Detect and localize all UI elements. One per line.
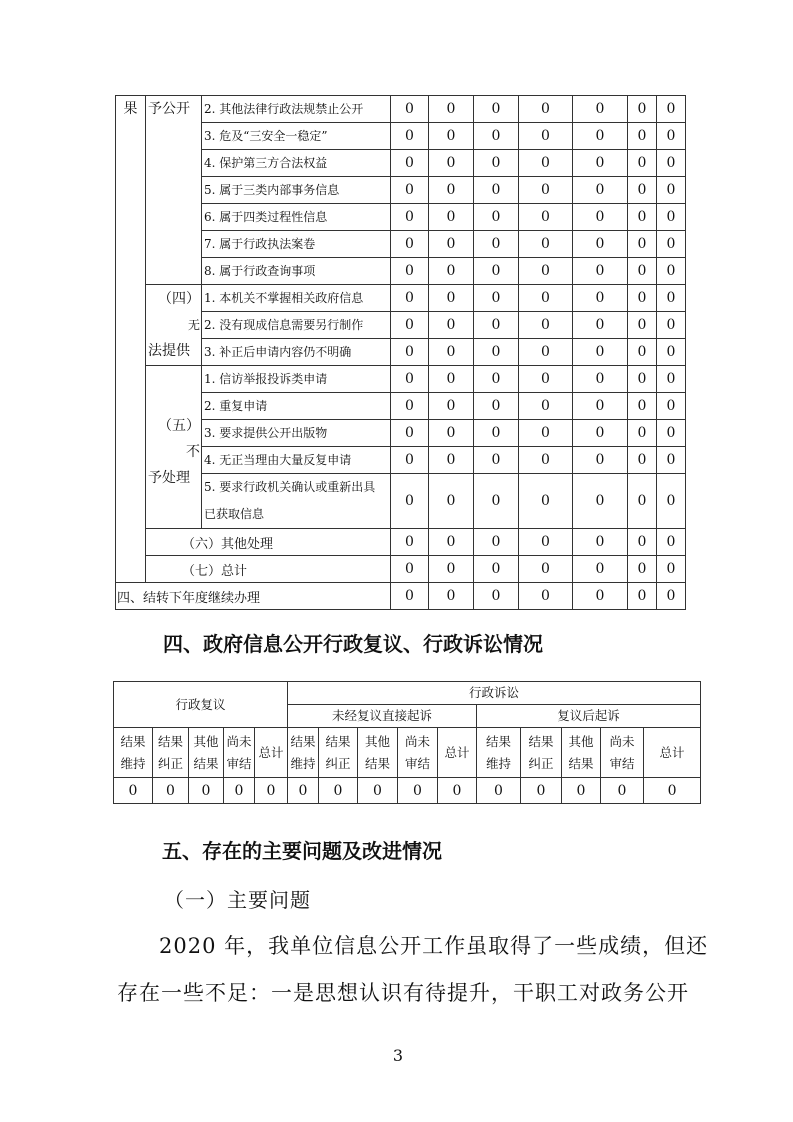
value-cell: 0 bbox=[601, 778, 644, 804]
value-cell: 0 bbox=[573, 312, 628, 339]
item-label: 3. 要求提供公开出版物 bbox=[202, 420, 391, 447]
column-header-line: 纠正 bbox=[157, 755, 183, 771]
value-cell: 0 bbox=[474, 474, 519, 529]
value-cell: 0 bbox=[391, 420, 429, 447]
table-row bbox=[116, 285, 686, 312]
table-row bbox=[116, 258, 686, 285]
value-cell: 0 bbox=[429, 556, 474, 583]
table-row bbox=[116, 366, 686, 393]
value-cell: 0 bbox=[288, 778, 319, 804]
column-header-line: 结果 bbox=[568, 755, 594, 771]
value-cell: 0 bbox=[429, 150, 474, 177]
value-cell: 0 bbox=[573, 447, 628, 474]
category-label-part: 法提供 bbox=[148, 343, 190, 359]
value-cell: 0 bbox=[429, 474, 474, 529]
table-row bbox=[116, 96, 686, 123]
value-cell: 0 bbox=[438, 778, 477, 804]
column-header bbox=[477, 728, 521, 778]
header-row bbox=[114, 728, 701, 778]
column-header bbox=[255, 728, 288, 778]
value-cell: 0 bbox=[391, 312, 429, 339]
value-cell: 0 bbox=[519, 231, 573, 258]
column-header-line: 总计 bbox=[659, 744, 685, 760]
value-cell: 0 bbox=[628, 339, 657, 366]
value-cell: 0 bbox=[519, 339, 573, 366]
column-header bbox=[358, 728, 398, 778]
value-cell: 0 bbox=[474, 285, 519, 312]
value-cell: 0 bbox=[657, 447, 686, 474]
value-cell: 0 bbox=[391, 285, 429, 312]
category-label bbox=[146, 366, 202, 529]
section4-heading: 四、政府信息公开行政复议、行政诉讼情况 bbox=[163, 632, 543, 656]
value-cell: 0 bbox=[573, 285, 628, 312]
value-cell: 0 bbox=[189, 778, 224, 804]
value-cell: 0 bbox=[429, 231, 474, 258]
value-cell: 0 bbox=[391, 393, 429, 420]
value-cell: 0 bbox=[255, 778, 288, 804]
column-header-line: 其他 bbox=[568, 733, 594, 749]
value-cell: 0 bbox=[657, 393, 686, 420]
value-cell: 0 bbox=[519, 177, 573, 204]
value-cell: 0 bbox=[573, 529, 628, 556]
outer-category-label: 果 bbox=[116, 96, 146, 583]
value-cell: 0 bbox=[474, 393, 519, 420]
value-cell: 0 bbox=[657, 204, 686, 231]
value-cell: 0 bbox=[474, 258, 519, 285]
value-cell: 0 bbox=[519, 204, 573, 231]
table-row bbox=[116, 529, 686, 556]
value-cell: 0 bbox=[474, 231, 519, 258]
value-cell: 0 bbox=[562, 778, 601, 804]
item-label: 2. 没有现成信息需要另行制作 bbox=[202, 312, 391, 339]
value-cell: 0 bbox=[628, 366, 657, 393]
value-cell: 0 bbox=[573, 556, 628, 583]
value-cell: 0 bbox=[628, 447, 657, 474]
value-cell: 0 bbox=[391, 474, 429, 529]
item-label bbox=[202, 474, 391, 529]
value-cell: 0 bbox=[519, 96, 573, 123]
category-label-part: 予处理 bbox=[148, 470, 190, 486]
value-cell: 0 bbox=[391, 339, 429, 366]
item-label: 4. 保护第三方合法权益 bbox=[202, 150, 391, 177]
value-cell: 0 bbox=[224, 778, 255, 804]
value-cell: 0 bbox=[519, 258, 573, 285]
page-number: 3 bbox=[392, 1046, 404, 1065]
column-header-line: 审结 bbox=[226, 755, 252, 771]
section5-heading: 五、存在的主要问题及改进情况 bbox=[162, 839, 442, 863]
value-cell: 0 bbox=[628, 529, 657, 556]
value-cell: 0 bbox=[657, 177, 686, 204]
item-label: 3. 补正后申请内容仍不明确 bbox=[202, 339, 391, 366]
value-cell: 0 bbox=[391, 583, 429, 610]
value-cell: 0 bbox=[429, 96, 474, 123]
category-label: 予公开 bbox=[146, 96, 202, 285]
value-cell: 0 bbox=[519, 312, 573, 339]
value-cell: 0 bbox=[519, 123, 573, 150]
item-label: 5. 属于三类内部事务信息 bbox=[202, 177, 391, 204]
value-cell: 0 bbox=[628, 123, 657, 150]
value-cell: 0 bbox=[521, 778, 562, 804]
value-cell: 0 bbox=[391, 258, 429, 285]
value-cell: 0 bbox=[628, 150, 657, 177]
value-cell: 0 bbox=[474, 339, 519, 366]
table-row bbox=[116, 393, 686, 420]
value-cell: 0 bbox=[429, 366, 474, 393]
table-row bbox=[116, 339, 686, 366]
value-cell: 0 bbox=[519, 583, 573, 610]
value-cell: 0 bbox=[153, 778, 189, 804]
value-cell: 0 bbox=[657, 339, 686, 366]
value-cell: 0 bbox=[391, 204, 429, 231]
value-cell: 0 bbox=[657, 312, 686, 339]
table-row bbox=[116, 231, 686, 258]
value-cell: 0 bbox=[391, 447, 429, 474]
value-cell: 0 bbox=[519, 447, 573, 474]
table-row bbox=[116, 420, 686, 447]
value-cell: 0 bbox=[657, 123, 686, 150]
category-label bbox=[146, 285, 202, 366]
statistics-table-continued bbox=[115, 95, 686, 610]
value-cell: 0 bbox=[474, 96, 519, 123]
group-header: 行政复议 bbox=[114, 682, 288, 728]
value-cell: 0 bbox=[628, 556, 657, 583]
value-cell: 0 bbox=[474, 177, 519, 204]
item-label: 2. 其他法律行政法规禁止公开 bbox=[202, 96, 391, 123]
table-row bbox=[116, 177, 686, 204]
value-cell: 0 bbox=[628, 285, 657, 312]
value-cell: 0 bbox=[628, 204, 657, 231]
item-label: 6. 属于四类过程性信息 bbox=[202, 204, 391, 231]
value-cell: 0 bbox=[519, 150, 573, 177]
item-label: 8. 属于行政查询事项 bbox=[202, 258, 391, 285]
column-header-line: 审结 bbox=[404, 755, 430, 771]
header-row bbox=[114, 682, 701, 705]
column-header bbox=[114, 728, 153, 778]
item-label-line: 已获取信息 bbox=[204, 507, 265, 521]
value-cell: 0 bbox=[573, 231, 628, 258]
category-label-part: （四） bbox=[158, 291, 200, 307]
value-cell: 0 bbox=[429, 339, 474, 366]
value-cell: 0 bbox=[429, 393, 474, 420]
value-cell: 0 bbox=[573, 420, 628, 447]
value-cell: 0 bbox=[628, 312, 657, 339]
value-cell: 0 bbox=[519, 420, 573, 447]
column-header-line: 维持 bbox=[120, 755, 146, 771]
value-cell: 0 bbox=[628, 393, 657, 420]
value-cell: 0 bbox=[657, 231, 686, 258]
value-cell: 0 bbox=[391, 177, 429, 204]
value-cell: 0 bbox=[429, 204, 474, 231]
column-header bbox=[189, 728, 224, 778]
table-row bbox=[116, 204, 686, 231]
value-cell: 0 bbox=[573, 123, 628, 150]
value-cell: 0 bbox=[573, 583, 628, 610]
category-label-part: 无 bbox=[187, 318, 200, 332]
value-cell: 0 bbox=[429, 529, 474, 556]
table-row bbox=[114, 778, 701, 804]
group-header: 行政诉讼 bbox=[288, 682, 701, 705]
value-cell: 0 bbox=[474, 447, 519, 474]
column-header-line: 其他 bbox=[364, 733, 390, 749]
value-cell: 0 bbox=[429, 420, 474, 447]
value-cell: 0 bbox=[474, 556, 519, 583]
value-cell: 0 bbox=[429, 447, 474, 474]
value-cell: 0 bbox=[391, 556, 429, 583]
value-cell: 0 bbox=[474, 366, 519, 393]
value-cell: 0 bbox=[628, 231, 657, 258]
value-cell: 0 bbox=[628, 474, 657, 529]
column-header-line: 结果 bbox=[193, 755, 219, 771]
column-header-line: 纠正 bbox=[528, 755, 554, 771]
value-cell: 0 bbox=[319, 778, 358, 804]
value-cell: 0 bbox=[628, 258, 657, 285]
column-header-line: 结果 bbox=[325, 733, 351, 749]
item-label: 7. 属于行政执法案卷 bbox=[202, 231, 391, 258]
value-cell: 0 bbox=[474, 150, 519, 177]
column-header bbox=[288, 728, 319, 778]
column-header-line: 其他 bbox=[193, 733, 219, 749]
value-cell: 0 bbox=[391, 96, 429, 123]
subgroup-header: 未经复议直接起诉 bbox=[288, 705, 477, 728]
value-cell: 0 bbox=[398, 778, 438, 804]
column-header bbox=[644, 728, 701, 778]
column-header bbox=[319, 728, 358, 778]
value-cell: 0 bbox=[657, 258, 686, 285]
value-cell: 0 bbox=[657, 150, 686, 177]
value-cell: 0 bbox=[429, 123, 474, 150]
value-cell: 0 bbox=[573, 204, 628, 231]
table-row bbox=[116, 312, 686, 339]
value-cell: 0 bbox=[657, 583, 686, 610]
item-label: 1. 本机关不掌握相关政府信息 bbox=[202, 285, 391, 312]
value-cell: 0 bbox=[429, 583, 474, 610]
value-cell: 0 bbox=[477, 778, 521, 804]
column-header bbox=[398, 728, 438, 778]
value-cell: 0 bbox=[573, 474, 628, 529]
value-cell: 0 bbox=[391, 231, 429, 258]
column-header-line: 尚未 bbox=[226, 733, 252, 749]
value-cell: 0 bbox=[474, 420, 519, 447]
table-row bbox=[116, 556, 686, 583]
value-cell: 0 bbox=[429, 285, 474, 312]
column-header-line: 尚未 bbox=[404, 733, 430, 749]
column-header-line: 总计 bbox=[444, 744, 470, 760]
column-header bbox=[438, 728, 477, 778]
value-cell: 0 bbox=[391, 366, 429, 393]
table-row bbox=[116, 447, 686, 474]
subsection-heading: （一）主要问题 bbox=[164, 888, 311, 912]
column-header-line: 结果 bbox=[485, 733, 511, 749]
item-label: 2. 重复申请 bbox=[202, 393, 391, 420]
value-cell: 0 bbox=[519, 529, 573, 556]
value-cell: 0 bbox=[474, 583, 519, 610]
value-cell: 0 bbox=[657, 529, 686, 556]
review-litigation-table bbox=[113, 681, 701, 804]
value-cell: 0 bbox=[429, 177, 474, 204]
value-cell: 0 bbox=[573, 339, 628, 366]
table-row bbox=[116, 583, 686, 610]
value-cell: 0 bbox=[657, 96, 686, 123]
value-cell: 0 bbox=[358, 778, 398, 804]
value-cell: 0 bbox=[644, 778, 701, 804]
value-cell: 0 bbox=[391, 123, 429, 150]
value-cell: 0 bbox=[519, 393, 573, 420]
value-cell: 0 bbox=[114, 778, 153, 804]
column-header-line: 总计 bbox=[258, 744, 284, 760]
value-cell: 0 bbox=[391, 150, 429, 177]
value-cell: 0 bbox=[519, 285, 573, 312]
value-cell: 0 bbox=[573, 150, 628, 177]
paragraph-line-1: 2020 年，我单位信息公开工作虽取得了一些成绩，但还 bbox=[159, 934, 709, 958]
value-cell: 0 bbox=[474, 312, 519, 339]
category-label-part: 不 bbox=[186, 444, 200, 460]
column-header-line: 维持 bbox=[290, 755, 316, 771]
column-header bbox=[224, 728, 255, 778]
column-header-line: 结果 bbox=[290, 733, 316, 749]
value-cell: 0 bbox=[573, 393, 628, 420]
category-label-part: （五） bbox=[158, 418, 200, 434]
column-header-line: 纠正 bbox=[325, 755, 351, 771]
item-label: 四、结转下年度继续办理 bbox=[116, 583, 391, 610]
column-header-line: 结果 bbox=[120, 733, 146, 749]
value-cell: 0 bbox=[628, 96, 657, 123]
value-cell: 0 bbox=[519, 366, 573, 393]
value-cell: 0 bbox=[657, 366, 686, 393]
item-label: （六）其他处理 bbox=[146, 529, 391, 556]
value-cell: 0 bbox=[474, 123, 519, 150]
value-cell: 0 bbox=[657, 285, 686, 312]
column-header-line: 审结 bbox=[609, 755, 635, 771]
column-header-line: 维持 bbox=[485, 755, 511, 771]
value-cell: 0 bbox=[391, 529, 429, 556]
subgroup-header: 复议后起诉 bbox=[477, 705, 701, 728]
value-cell: 0 bbox=[429, 312, 474, 339]
item-label: 1. 信访举报投诉类申请 bbox=[202, 366, 391, 393]
value-cell: 0 bbox=[628, 177, 657, 204]
column-header-line: 尚未 bbox=[609, 733, 635, 749]
column-header-line: 结果 bbox=[364, 755, 390, 771]
table-row bbox=[116, 123, 686, 150]
column-header-line: 结果 bbox=[157, 733, 183, 749]
value-cell: 0 bbox=[657, 474, 686, 529]
paragraph-line-2: 存在一些不足：一是思想认识有待提升，干职工对政务公开 bbox=[117, 981, 689, 1005]
value-cell: 0 bbox=[657, 420, 686, 447]
value-cell: 0 bbox=[657, 556, 686, 583]
column-header bbox=[521, 728, 562, 778]
value-cell: 0 bbox=[573, 366, 628, 393]
item-label-line: 5. 要求行政机关确认或重新出具 bbox=[204, 480, 376, 494]
value-cell: 0 bbox=[573, 258, 628, 285]
table-row bbox=[116, 474, 686, 529]
value-cell: 0 bbox=[628, 583, 657, 610]
column-header bbox=[562, 728, 601, 778]
table-row bbox=[116, 150, 686, 177]
value-cell: 0 bbox=[519, 556, 573, 583]
value-cell: 0 bbox=[573, 96, 628, 123]
item-label: 4. 无正当理由大量反复申请 bbox=[202, 447, 391, 474]
item-label: （七）总计 bbox=[146, 556, 391, 583]
value-cell: 0 bbox=[628, 420, 657, 447]
value-cell: 0 bbox=[474, 204, 519, 231]
column-header bbox=[601, 728, 644, 778]
value-cell: 0 bbox=[429, 258, 474, 285]
value-cell: 0 bbox=[519, 474, 573, 529]
column-header-line: 结果 bbox=[528, 733, 554, 749]
column-header bbox=[153, 728, 189, 778]
item-label: 3. 危及“三安全一稳定” bbox=[202, 123, 391, 150]
value-cell: 0 bbox=[474, 529, 519, 556]
value-cell: 0 bbox=[573, 177, 628, 204]
